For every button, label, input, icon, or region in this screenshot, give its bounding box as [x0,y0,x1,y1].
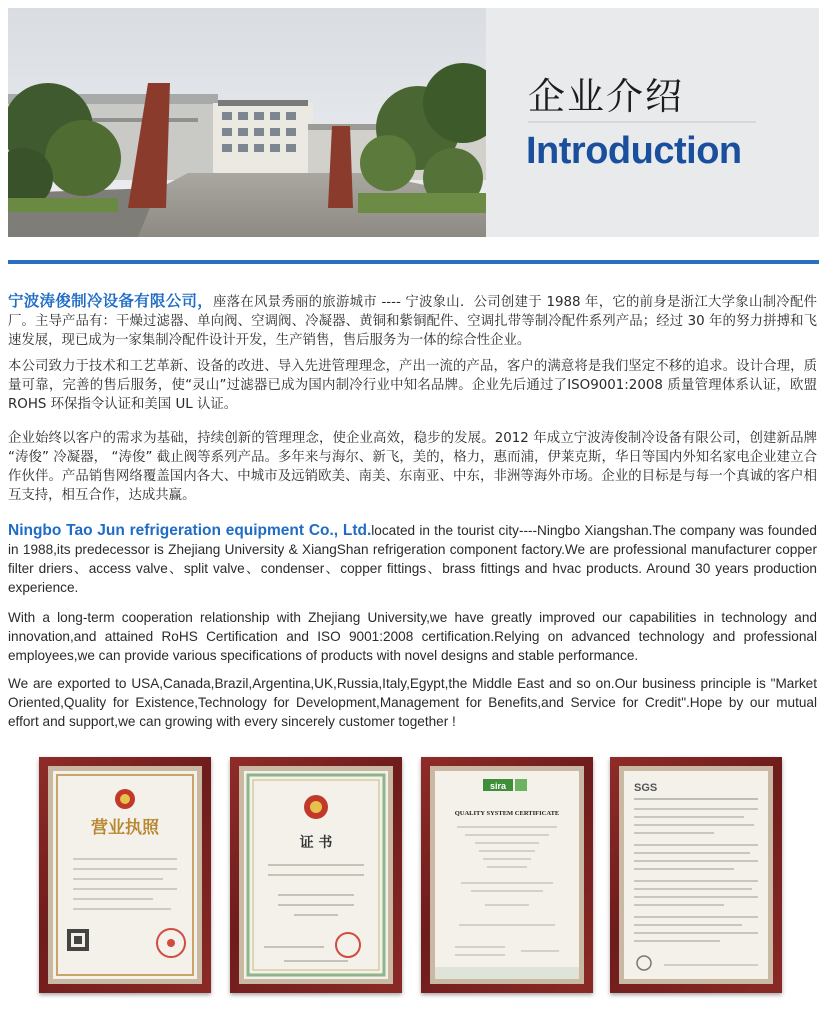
title-divider [528,121,756,123]
certificate-safety-production [230,757,402,993]
certificate-document [624,771,768,979]
certificate-title: QUALITY SYSTEM CERTIFICATE [454,810,560,817]
page-title-cn: 企业介绍 [528,75,684,118]
intro-en-paragraph-1 [8,521,817,597]
certificate-business-license [39,757,211,993]
factory-photo [8,8,486,237]
title-panel [486,8,819,237]
intro-en-paragraph-2: With a long-term cooperation relationship with Zhejiang University,we have greatly improved our capabilities in technology and innovation,and attained RoHS Certification and ISO 9001:2008 certification.Relying on advanced technology and professional employees,we can provide various specifications of products with novel designs and stable performance. [8,610,817,663]
page-title-en: Introduction [526,130,742,172]
certificate-sgs-test-report [610,757,782,993]
certificate-document [53,771,197,979]
sgs-logo: SGS [634,782,658,794]
intro-cn-paragraph-1 [8,292,817,350]
intro-en-paragraph-3: We are exported to USA,Canada,Brazil,Argentina,UK,Russia,Italy,Egypt,the Middle East and so on.Our business principle is "Market Oriented,Quality for Existence,Technology for Development,Management for Benefits,and Service for Credit".Hope by our mutual effort and support,we can growing with every sincerely customer together ! [8,676,817,729]
section-divider [8,260,819,264]
certificate-gallery [0,757,827,997]
certificate-title: 营业执照 [91,818,159,838]
intro-cn-paragraph-2: 本公司致力于技术和工艺革新、设备的改进、导入先进管理理念，产出一流的产品，客户的满意将是我们坚定不移的追求。设计合理，质量可靠，完善的售后服务，使“灵山”过滤器已成为国内制冷行业中知名品牌。企业先后通过了ISO9001:2008 质量管理体系认证，欧盟 ROHS 环保指令认证和美国 UL 认证。 [8,359,817,412]
company-name-cn: 宁波涛俊制冷设备有限公司， [8,292,214,310]
company-name-en: Ningbo Tao Jun refrigeration equipment Co., Ltd. [8,522,372,539]
certificate-title: 证 书 [299,835,333,851]
sira-logo: sira [489,781,507,791]
certificate-document [435,771,579,979]
certificate-document [244,771,388,979]
certificate-quality-system [421,757,593,993]
intro-en-p1-text: located in the tourist city----Ningbo Xiangshan.The company was founded in 1988,its predecessor is Zhejiang University & XiangShan refrigeration component factory.We are professional manufacturer copper filter driers、access valve、split valve、condenser、copper fittings、brass fittings and hvac products. Around 30 years production experience. [8,523,817,595]
hero-banner [0,0,827,245]
intro-cn-p1-text: 座落在风景秀丽的旅游城市 ---- 宁波象山．公司创建于 1988 年，它的前身是浙江大学象山制冷配件厂。主导产品有：干燥过滤器、单向阀、空调阀、冷凝器、黄铜和紫铜配件、空调扎带等制冷配件系列产品；经过 30 年的努力拼搏和飞速发展，现已成为一家集制冷配件设计开发，生产销售，售后服务为一体的综合性企业。 [8,295,817,348]
intro-cn-paragraph-3: 企业始终以客户的需求为基础，持续创新的管理理念，使企业高效，稳步的发展。2012 年成立宁波涛俊制冷设备有限公司，创建新品牌 “涛俊” 冷凝器， “涛俊” 截止阀等系列产品。多年来与海尔、新飞，美的，格力，惠而浦，伊莱克斯，华日等国内外知名家电企业建立合作伙伴。产品销售网络覆盖国内各大、中城市及远销欧美、南美、东南亚、中东，非洲等海外市场。企业的目标是与每一个真诚的客户相互支持，相互合作，达成共赢。 [8,431,817,503]
